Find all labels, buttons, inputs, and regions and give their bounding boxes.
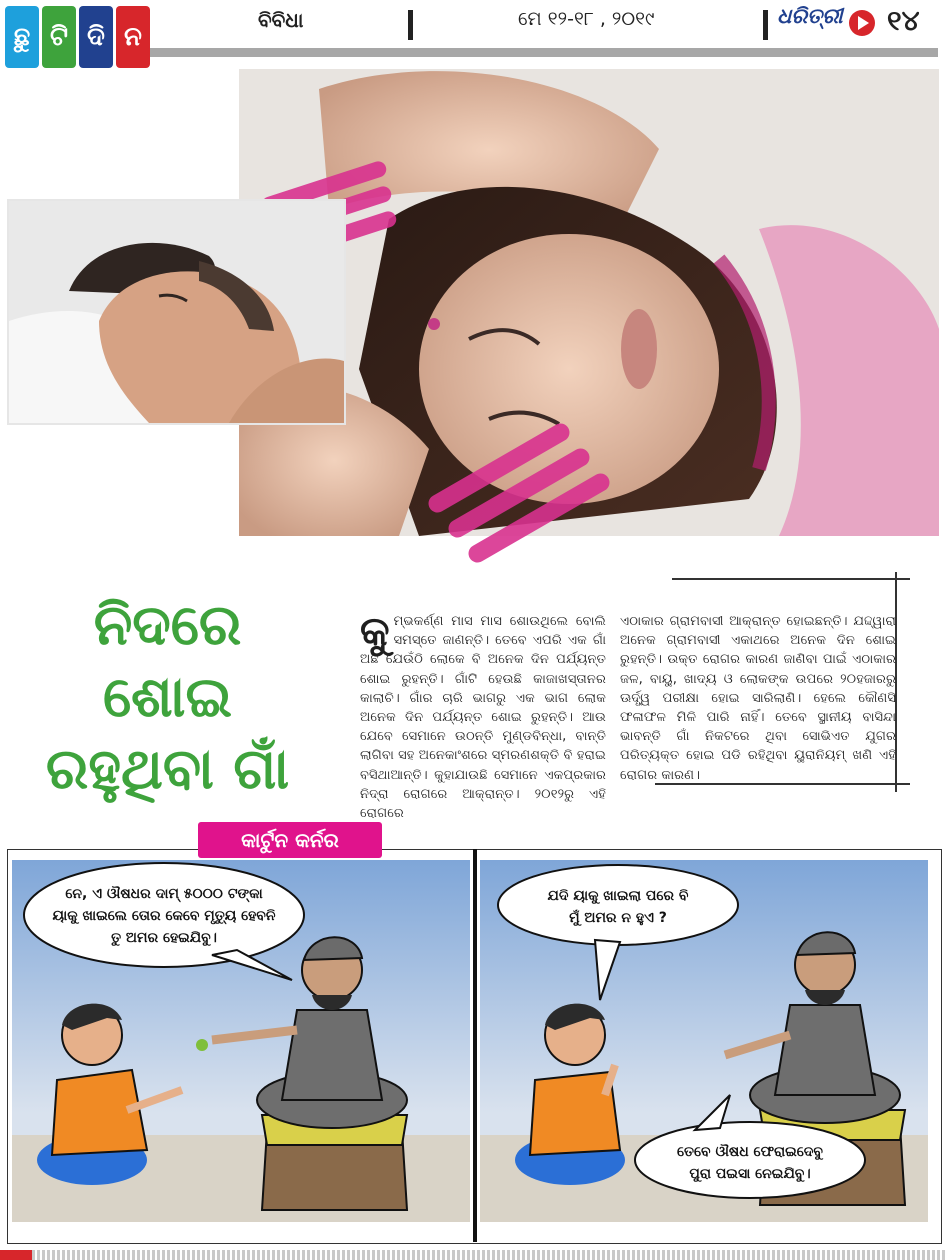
rule-bottom <box>655 783 910 785</box>
bubble-line: ମୁଁ ଅମର ନ ହୁଏ ? <box>569 910 667 926</box>
article-text: ମ୍ଭକର୍ଣ୍ଣ ମାସ ମାସ ଶୋଉଥିଲେ ବୋଲି ସମସ୍ତେ ଜାଣନ୍ତି। ତେବେ ଏପରି ଏକ ଗାଁ ଅଛି ଯେଉଁଠି ଲୋକେ ବି ଅନେକ ଦିନ ପର୍ଯ୍ୟନ୍ତ ଶୋଇ ରୁହନ୍ତି। ଗାଁଟି ହେଉଛି କାଜାଖସ୍ତାନର କାଲାଚି। ଗାଁର ଚାରି ଭାଗରୁ ଏକ ଭାଗ ଲୋକ ଅନେକ ଦିନ ପର୍ଯ୍ୟନ୍ତ ଶୋଇ ରୁହନ୍ତି। ଆଉ ଯେବେ ସେମାନେ ଉଠନ୍ତି ମୁଣ୍ଡବିନ୍ଧା, ବାନ୍ତି ଲାଗିବା ସହ ଅନେକାଂଶରେ ସ୍ମରଣଶକ୍ତି ବି ହରାଇ ବସିଥାଆନ୍ତି। କୁହାଯାଉଛି ସେମାନେ ଏକପ୍ରକାର ନିଦ୍ରା ରୋଗରେ ଆକ୍ରାନ୍ତ। ୨୦୧୨ରୁ ଏହି ରୋଗରେ <box>360 614 606 822</box>
page-number: ୧୪ <box>887 4 920 37</box>
bubble-line: ତେବେ ଔଷଧ ଫେରାଇଦେବୁ <box>677 1144 823 1160</box>
logo-letter: ଦି <box>79 6 113 68</box>
cartoon-panel-1 <box>12 860 470 1222</box>
header-divider <box>408 10 413 40</box>
footer-accent <box>0 1250 32 1260</box>
article-headline <box>40 590 295 806</box>
dropcap: କୁ <box>360 609 390 655</box>
header-divider <box>763 10 768 40</box>
panel-divider <box>473 849 477 1242</box>
brand-name: ଧରିତ୍ରୀ <box>777 4 843 28</box>
header-rule <box>150 48 938 57</box>
logo-letter: ଟି <box>42 6 76 68</box>
bubble-line: ୟାକୁ ଖାଇଲେ ତୋର କେବେ ମୃତ୍ୟୁ ହେବନି <box>52 908 276 924</box>
article-column-1 <box>360 609 606 822</box>
headline-line: ରହୁଥିବା ଗାଁ <box>45 737 290 802</box>
bubble-line: ପୁରା ପଇସା ନେଇଯିବୁ। <box>689 1166 811 1182</box>
bubble-line: ନେ, ଏ ଔଷଧର ଦାମ୍ ୫୦୦୦ ଟଙ୍କା <box>65 886 263 902</box>
article-column-2: ଏଠାକାର ଗ୍ରାମବାସୀ ଆକ୍ରାନ୍ତ ହୋଇଛନ୍ତି। ଯଦ୍ଦ୍ୱାରା ଅନେକ ଗ୍ରାମବାସୀ ଏକାଥରେ ଅନେକ ଦିନ ଶୋଇ ରୁହନ୍ତି। ଉକ୍ତ ରୋଗର କାରଣ ଜାଣିବା ପାଇଁ ଏଠାକାର ଜଳ, ବାୟୁ, ଖାଦ୍ୟ ଓ ଲୋକଙ୍କ ଉପରେ ୨୦ହଜାରରୁ ଊର୍ଦ୍ଧ୍ୱ ପରୀକ୍ଷା ହୋଇ ସାରିଲାଣି। ହେଲେ କୌଣସି ଫଳାଫଳ ମିଳି ପାରି ନାହିଁ। ତେବେ ସ୍ଥାନୀୟ ବାସିନ୍ଦା ଭାବନ୍ତି ଗାଁ ନିକଟରେ ଥିବା ସୋଭିଏତ ଯୁଗର ପରିତ୍ୟକ୍ତ ହୋଇ ପଡି ରହିଥିବା ୟୁରାନିୟମ୍ ଖଣି ଏହି ରୋଗର କାରଣ। <box>620 614 896 783</box>
bubble-line: ଯଦି ୟାକୁ ଖାଇଲା ପରେ ବି <box>547 888 689 904</box>
headline-line: ଶୋଇ <box>102 665 233 730</box>
play-icon <box>849 10 875 36</box>
headline-line: ନିଦରେ <box>93 593 242 658</box>
cartoon-panel-2 <box>480 860 928 1222</box>
section-title: ବିବିଧା <box>258 8 304 32</box>
logo-letter: ନ <box>116 6 150 68</box>
issue-date: ମେ ୧୨-୧୮ , ୨୦୧୯ <box>518 8 655 30</box>
inset-photo <box>7 199 346 425</box>
logo-letter: ଛୁ <box>5 6 39 68</box>
bubble-line: ତୁ ଅମର ହେଇଯିବୁ। <box>111 930 217 946</box>
footer-strip <box>32 1250 945 1260</box>
rule-top <box>672 578 910 580</box>
cartoon-corner-label: କାର୍ଟୁନ କର୍ନର <box>198 822 382 858</box>
